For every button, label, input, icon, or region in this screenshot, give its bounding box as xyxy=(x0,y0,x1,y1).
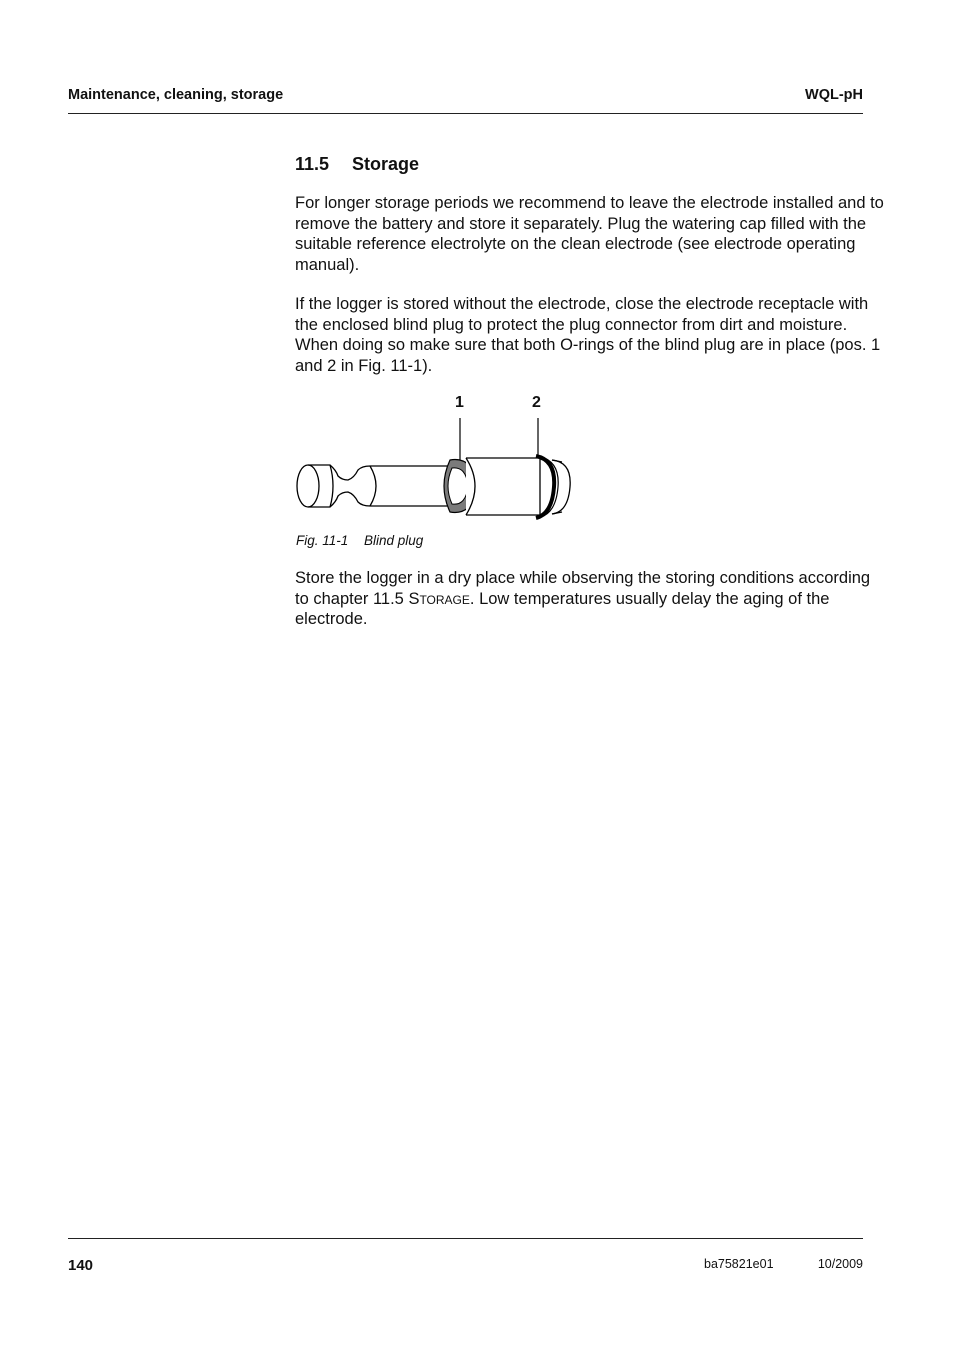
paragraph-storage-electrode: For longer storage periods we recommend to leave the electrode installed and to remove the battery and store it separately. Plug the watering cap filled with the suitable reference electrolyte on the clean electrode (see electrode operating manual). xyxy=(295,194,884,275)
callout-label-1: 1 xyxy=(455,394,464,411)
running-header-chapter: Maintenance, cleaning, storage xyxy=(68,87,284,103)
callout-label-2: 2 xyxy=(532,394,541,411)
page-number: 140 xyxy=(68,1257,94,1274)
running-header-product: WQL-pH xyxy=(805,87,863,103)
blind-plug-illustration xyxy=(290,390,590,530)
section-number: 11.5 xyxy=(295,154,330,174)
header-rule xyxy=(68,113,863,114)
document-code: ba75821e01 xyxy=(704,1257,774,1271)
document-date: 10/2009 xyxy=(817,1257,863,1271)
paragraph-text-before-ref: Store the logger in a dry place while observing the storing conditions according to chapter 11.5 xyxy=(295,569,871,608)
paragraph-text-after-ref: . Low temperatures usually delay the aging of the electrode. xyxy=(295,589,830,629)
figure-caption xyxy=(296,533,423,548)
plug-front-body xyxy=(466,458,540,515)
paragraph-storing-conditions xyxy=(295,568,887,630)
section-title: Storage xyxy=(352,154,420,174)
plug-rear-body xyxy=(297,465,450,507)
figure-caption-text: Blind plug xyxy=(364,533,424,548)
chapter-reference-link[interactable]: Storage xyxy=(408,589,470,608)
section-heading xyxy=(295,154,419,175)
paragraph-blind-plug: If the logger is stored without the electrode, close the electrode receptacle with the enclosed blind plug to protect the plug connector from dirt and moisture. When doing so make sure that both O-rings of the blind plug are in place (pos. 1 and 2 in Fig. 11-1). xyxy=(295,295,881,376)
figure-number: Fig. 11-1 xyxy=(296,533,349,548)
footer-rule xyxy=(68,1238,863,1239)
